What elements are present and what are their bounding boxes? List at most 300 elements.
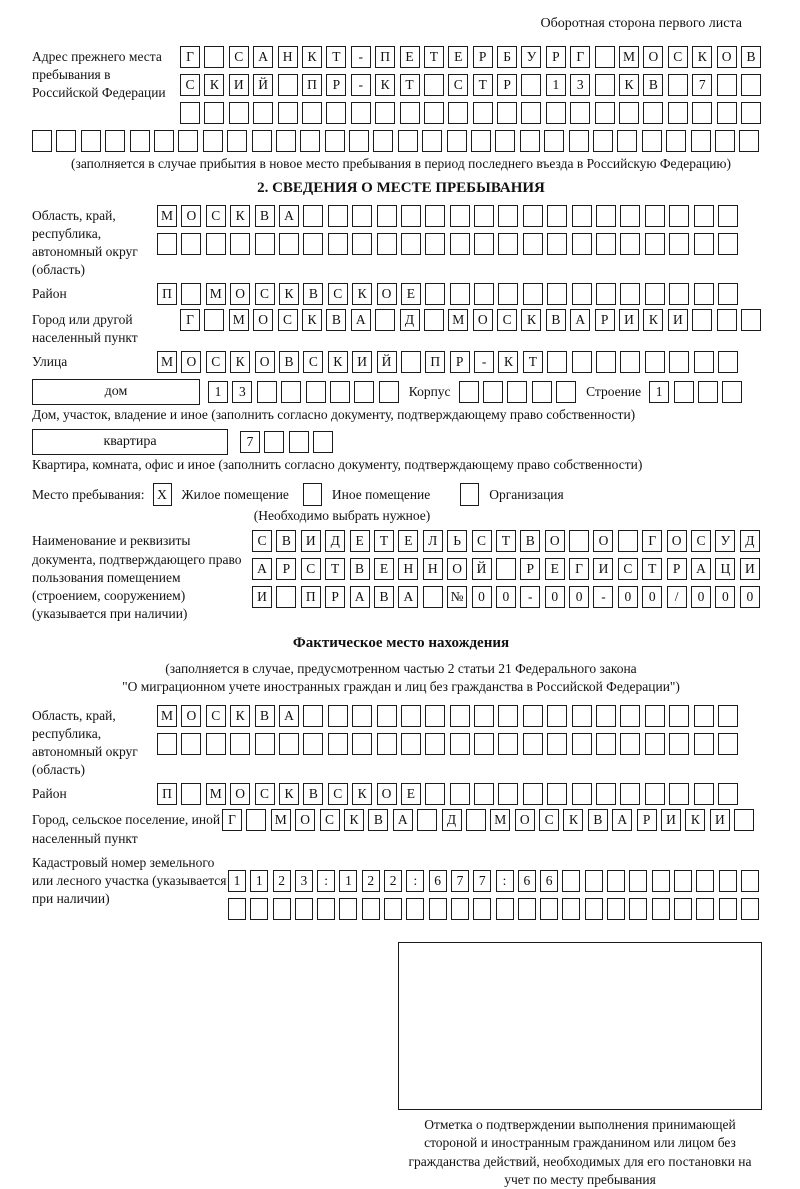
char-box[interactable]: Е <box>448 46 468 68</box>
char-box[interactable] <box>317 898 335 920</box>
char-box[interactable] <box>206 733 226 755</box>
char-box[interactable] <box>698 381 718 403</box>
char-box[interactable]: М <box>206 283 226 305</box>
char-box[interactable]: Е <box>374 558 394 580</box>
char-box[interactable] <box>498 283 518 305</box>
char-box[interactable] <box>645 733 665 755</box>
char-box[interactable] <box>532 381 552 403</box>
char-box[interactable] <box>498 205 518 227</box>
char-box[interactable] <box>620 351 640 373</box>
char-box[interactable] <box>692 102 712 124</box>
char-box[interactable]: Й <box>253 74 273 96</box>
char-box[interactable] <box>206 233 226 255</box>
char-box[interactable]: К <box>685 809 705 831</box>
char-box[interactable] <box>620 205 640 227</box>
char-box[interactable]: В <box>643 74 663 96</box>
char-box[interactable] <box>474 783 494 805</box>
char-box[interactable] <box>474 233 494 255</box>
char-box[interactable]: - <box>474 351 494 373</box>
char-box[interactable] <box>569 130 589 152</box>
char-box[interactable] <box>303 733 323 755</box>
char-box[interactable]: С <box>278 309 298 331</box>
char-box[interactable]: К <box>563 809 583 831</box>
char-box[interactable]: 3 <box>295 870 313 892</box>
char-box[interactable] <box>696 898 714 920</box>
char-box[interactable] <box>596 705 616 727</box>
char-box[interactable] <box>384 898 402 920</box>
char-box[interactable] <box>562 870 580 892</box>
char-box[interactable] <box>674 381 694 403</box>
char-box[interactable] <box>544 130 564 152</box>
char-box[interactable] <box>596 783 616 805</box>
char-box[interactable] <box>352 733 372 755</box>
char-box[interactable] <box>739 130 759 152</box>
char-box[interactable]: 0 <box>642 586 662 608</box>
char-box[interactable] <box>518 898 536 920</box>
char-box[interactable]: 0 <box>691 586 711 608</box>
char-box[interactable] <box>669 205 689 227</box>
char-box[interactable]: Р <box>520 558 540 580</box>
char-box[interactable] <box>303 705 323 727</box>
char-box[interactable] <box>593 130 613 152</box>
char-box[interactable]: И <box>619 309 639 331</box>
char-box[interactable] <box>666 130 686 152</box>
char-box[interactable] <box>273 898 291 920</box>
char-box[interactable] <box>547 783 567 805</box>
char-box[interactable]: Т <box>400 74 420 96</box>
char-box[interactable] <box>569 530 589 552</box>
char-box[interactable]: А <box>252 558 272 580</box>
char-box[interactable]: А <box>398 586 418 608</box>
char-box[interactable]: О <box>253 309 273 331</box>
char-box[interactable] <box>717 102 737 124</box>
char-box[interactable]: Й <box>377 351 397 373</box>
char-box[interactable] <box>521 74 541 96</box>
char-box[interactable]: К <box>302 46 322 68</box>
char-box[interactable]: 1 <box>250 870 268 892</box>
char-box[interactable]: Г <box>180 309 200 331</box>
char-box[interactable] <box>741 102 761 124</box>
char-box[interactable] <box>250 898 268 920</box>
char-box[interactable]: Н <box>398 558 418 580</box>
char-box[interactable]: В <box>741 46 761 68</box>
char-box[interactable]: Ь <box>447 530 467 552</box>
char-box[interactable]: Т <box>374 530 394 552</box>
char-box[interactable] <box>694 705 714 727</box>
char-box[interactable]: Б <box>497 46 517 68</box>
char-box[interactable]: Т <box>496 530 516 552</box>
char-box[interactable] <box>303 233 323 255</box>
char-box[interactable]: И <box>352 351 372 373</box>
char-box[interactable] <box>607 870 625 892</box>
char-box[interactable]: С <box>301 558 321 580</box>
char-box[interactable] <box>354 381 374 403</box>
char-box[interactable] <box>289 431 309 453</box>
char-box[interactable] <box>379 381 399 403</box>
char-box[interactable]: К <box>498 351 518 373</box>
char-box[interactable]: Р <box>637 809 657 831</box>
char-box[interactable] <box>596 205 616 227</box>
char-box[interactable] <box>471 130 491 152</box>
char-box[interactable]: О <box>447 558 467 580</box>
char-box[interactable] <box>328 233 348 255</box>
char-box[interactable] <box>498 705 518 727</box>
char-box[interactable]: Й <box>472 558 492 580</box>
char-box[interactable]: В <box>255 205 275 227</box>
char-box[interactable]: О <box>545 530 565 552</box>
char-box[interactable]: П <box>302 74 322 96</box>
char-box[interactable] <box>620 733 640 755</box>
char-box[interactable] <box>325 130 345 152</box>
apartment-box[interactable]: квартира <box>32 429 228 455</box>
char-box[interactable]: О <box>181 205 201 227</box>
char-box[interactable]: 1 <box>546 74 566 96</box>
char-box[interactable] <box>547 233 567 255</box>
char-box[interactable] <box>328 205 348 227</box>
char-box[interactable] <box>718 783 738 805</box>
char-box[interactable]: Д <box>400 309 420 331</box>
char-box[interactable] <box>230 233 250 255</box>
char-box[interactable]: М <box>490 809 510 831</box>
char-box[interactable]: В <box>368 809 388 831</box>
char-box[interactable] <box>424 74 444 96</box>
char-box[interactable] <box>424 309 444 331</box>
char-box[interactable] <box>643 102 663 124</box>
char-box[interactable] <box>717 74 737 96</box>
char-box[interactable] <box>523 733 543 755</box>
char-box[interactable]: А <box>279 205 299 227</box>
char-box[interactable] <box>642 130 662 152</box>
char-box[interactable] <box>377 705 397 727</box>
char-box[interactable] <box>507 381 527 403</box>
char-box[interactable] <box>230 733 250 755</box>
char-box[interactable]: В <box>326 309 346 331</box>
char-box[interactable] <box>572 783 592 805</box>
char-box[interactable]: С <box>252 530 272 552</box>
char-box[interactable] <box>645 705 665 727</box>
char-box[interactable] <box>523 205 543 227</box>
char-box[interactable]: 1 <box>208 381 228 403</box>
char-box[interactable]: В <box>303 283 323 305</box>
char-box[interactable]: И <box>668 309 688 331</box>
char-box[interactable]: 2 <box>384 870 402 892</box>
char-box[interactable]: Д <box>740 530 760 552</box>
char-box[interactable] <box>674 870 692 892</box>
char-box[interactable] <box>425 705 445 727</box>
char-box[interactable] <box>572 351 592 373</box>
char-box[interactable] <box>741 74 761 96</box>
char-box[interactable]: Н <box>423 558 443 580</box>
checkbox-zhiloe[interactable]: X <box>153 483 172 506</box>
char-box[interactable]: С <box>539 809 559 831</box>
char-box[interactable] <box>496 898 514 920</box>
char-box[interactable]: О <box>667 530 687 552</box>
char-box[interactable]: 1 <box>649 381 669 403</box>
char-box[interactable]: 1 <box>228 870 246 892</box>
char-box[interactable] <box>718 233 738 255</box>
char-box[interactable] <box>572 705 592 727</box>
char-box[interactable] <box>377 733 397 755</box>
char-box[interactable]: Г <box>222 809 242 831</box>
char-box[interactable]: П <box>301 586 321 608</box>
char-box[interactable]: Л <box>423 530 443 552</box>
char-box[interactable] <box>450 783 470 805</box>
char-box[interactable] <box>473 102 493 124</box>
char-box[interactable] <box>668 74 688 96</box>
char-box[interactable]: - <box>351 74 371 96</box>
char-box[interactable] <box>295 898 313 920</box>
char-box[interactable] <box>203 130 223 152</box>
char-box[interactable]: 0 <box>569 586 589 608</box>
char-box[interactable] <box>669 351 689 373</box>
char-box[interactable]: 7 <box>240 431 260 453</box>
char-box[interactable]: К <box>619 74 639 96</box>
char-box[interactable] <box>330 381 350 403</box>
char-box[interactable]: Т <box>424 46 444 68</box>
char-box[interactable]: С <box>448 74 468 96</box>
char-box[interactable] <box>278 74 298 96</box>
char-box[interactable] <box>669 283 689 305</box>
char-box[interactable] <box>154 130 174 152</box>
char-box[interactable]: О <box>181 705 201 727</box>
char-box[interactable] <box>204 102 224 124</box>
char-box[interactable] <box>473 898 491 920</box>
char-box[interactable]: О <box>515 809 535 831</box>
char-box[interactable]: А <box>570 309 590 331</box>
char-box[interactable]: К <box>352 783 372 805</box>
char-box[interactable] <box>669 733 689 755</box>
char-box[interactable]: Т <box>523 351 543 373</box>
char-box[interactable]: В <box>276 530 296 552</box>
char-box[interactable] <box>373 130 393 152</box>
char-box[interactable] <box>281 381 301 403</box>
char-box[interactable] <box>556 381 576 403</box>
char-box[interactable] <box>694 351 714 373</box>
char-box[interactable] <box>450 205 470 227</box>
char-box[interactable]: 2 <box>362 870 380 892</box>
char-box[interactable] <box>279 233 299 255</box>
char-box[interactable] <box>474 283 494 305</box>
char-box[interactable]: О <box>377 783 397 805</box>
char-box[interactable] <box>474 705 494 727</box>
char-box[interactable]: Е <box>401 783 421 805</box>
char-box[interactable]: : <box>317 870 335 892</box>
char-box[interactable] <box>719 898 737 920</box>
char-box[interactable] <box>498 783 518 805</box>
char-box[interactable]: 7 <box>473 870 491 892</box>
char-box[interactable]: О <box>230 783 250 805</box>
checkbox-inoe[interactable] <box>303 483 322 506</box>
char-box[interactable] <box>718 205 738 227</box>
char-box[interactable]: Г <box>642 530 662 552</box>
char-box[interactable]: Р <box>473 46 493 68</box>
char-box[interactable] <box>157 233 177 255</box>
char-box[interactable]: О <box>255 351 275 373</box>
char-box[interactable] <box>306 381 326 403</box>
char-box[interactable] <box>349 130 369 152</box>
char-box[interactable]: О <box>295 809 315 831</box>
char-box[interactable] <box>425 283 445 305</box>
char-box[interactable]: М <box>619 46 639 68</box>
char-box[interactable]: Д <box>442 809 462 831</box>
char-box[interactable]: К <box>302 309 322 331</box>
char-box[interactable] <box>81 130 101 152</box>
char-box[interactable]: П <box>375 46 395 68</box>
char-box[interactable] <box>278 102 298 124</box>
char-box[interactable]: О <box>230 283 250 305</box>
char-box[interactable]: Р <box>326 74 346 96</box>
char-box[interactable]: Т <box>473 74 493 96</box>
char-box[interactable] <box>547 283 567 305</box>
char-box[interactable] <box>523 283 543 305</box>
char-box[interactable] <box>450 705 470 727</box>
char-box[interactable] <box>303 205 323 227</box>
char-box[interactable]: С <box>328 283 348 305</box>
house-box[interactable]: дом <box>32 379 200 405</box>
char-box[interactable] <box>585 870 603 892</box>
char-box[interactable]: И <box>661 809 681 831</box>
char-box[interactable] <box>674 898 692 920</box>
char-box[interactable]: П <box>157 783 177 805</box>
char-box[interactable]: С <box>206 705 226 727</box>
char-box[interactable]: А <box>253 46 273 68</box>
char-box[interactable] <box>620 705 640 727</box>
char-box[interactable] <box>585 898 603 920</box>
char-box[interactable]: С <box>328 783 348 805</box>
char-box[interactable] <box>618 530 638 552</box>
char-box[interactable]: Т <box>642 558 662 580</box>
char-box[interactable] <box>228 898 246 920</box>
char-box[interactable] <box>629 898 647 920</box>
char-box[interactable] <box>645 233 665 255</box>
char-box[interactable] <box>668 102 688 124</box>
char-box[interactable]: Н <box>278 46 298 68</box>
char-box[interactable] <box>498 733 518 755</box>
char-box[interactable]: О <box>181 351 201 373</box>
char-box[interactable] <box>279 733 299 755</box>
char-box[interactable]: 7 <box>451 870 469 892</box>
char-box[interactable]: № <box>447 586 467 608</box>
char-box[interactable] <box>375 309 395 331</box>
char-box[interactable] <box>572 233 592 255</box>
char-box[interactable]: С <box>303 351 323 373</box>
char-box[interactable] <box>466 809 486 831</box>
char-box[interactable]: Г <box>570 46 590 68</box>
char-box[interactable]: Р <box>325 586 345 608</box>
char-box[interactable]: 3 <box>232 381 252 403</box>
char-box[interactable] <box>495 130 515 152</box>
char-box[interactable] <box>178 130 198 152</box>
char-box[interactable] <box>692 309 712 331</box>
char-box[interactable] <box>422 130 442 152</box>
char-box[interactable] <box>401 351 421 373</box>
char-box[interactable] <box>377 205 397 227</box>
char-box[interactable] <box>562 898 580 920</box>
char-box[interactable] <box>425 205 445 227</box>
char-box[interactable] <box>620 783 640 805</box>
char-box[interactable] <box>130 130 150 152</box>
char-box[interactable]: 0 <box>618 586 638 608</box>
char-box[interactable]: Е <box>350 530 370 552</box>
char-box[interactable] <box>339 898 357 920</box>
char-box[interactable]: К <box>230 351 250 373</box>
char-box[interactable] <box>423 586 443 608</box>
char-box[interactable]: А <box>279 705 299 727</box>
char-box[interactable]: К <box>375 74 395 96</box>
char-box[interactable] <box>180 102 200 124</box>
char-box[interactable] <box>741 898 759 920</box>
char-box[interactable]: С <box>320 809 340 831</box>
char-box[interactable] <box>719 870 737 892</box>
char-box[interactable] <box>253 102 273 124</box>
char-box[interactable]: В <box>279 351 299 373</box>
char-box[interactable]: Г <box>569 558 589 580</box>
char-box[interactable] <box>722 381 742 403</box>
char-box[interactable] <box>328 705 348 727</box>
char-box[interactable]: О <box>473 309 493 331</box>
char-box[interactable]: 7 <box>692 74 712 96</box>
char-box[interactable] <box>645 283 665 305</box>
char-box[interactable]: В <box>520 530 540 552</box>
char-box[interactable] <box>474 205 494 227</box>
char-box[interactable] <box>694 233 714 255</box>
char-box[interactable]: О <box>377 283 397 305</box>
char-box[interactable]: П <box>157 283 177 305</box>
char-box[interactable]: У <box>521 46 541 68</box>
char-box[interactable] <box>595 46 615 68</box>
char-box[interactable]: К <box>692 46 712 68</box>
char-box[interactable]: 0 <box>715 586 735 608</box>
char-box[interactable] <box>596 233 616 255</box>
char-box[interactable]: 3 <box>570 74 590 96</box>
char-box[interactable] <box>204 309 224 331</box>
char-box[interactable]: В <box>546 309 566 331</box>
char-box[interactable] <box>375 102 395 124</box>
char-box[interactable] <box>691 130 711 152</box>
char-box[interactable]: К <box>230 205 250 227</box>
char-box[interactable]: М <box>271 809 291 831</box>
char-box[interactable]: М <box>448 309 468 331</box>
char-box[interactable]: Е <box>400 46 420 68</box>
char-box[interactable] <box>227 130 247 152</box>
char-box[interactable]: М <box>157 351 177 373</box>
char-box[interactable]: Р <box>276 558 296 580</box>
char-box[interactable] <box>497 102 517 124</box>
char-box[interactable] <box>56 130 76 152</box>
char-box[interactable] <box>645 351 665 373</box>
char-box[interactable]: : <box>496 870 514 892</box>
char-box[interactable] <box>32 130 52 152</box>
char-box[interactable] <box>425 783 445 805</box>
char-box[interactable] <box>715 130 735 152</box>
char-box[interactable] <box>669 783 689 805</box>
char-box[interactable] <box>450 233 470 255</box>
char-box[interactable] <box>352 705 372 727</box>
char-box[interactable]: С <box>668 46 688 68</box>
char-box[interactable] <box>547 733 567 755</box>
char-box[interactable]: Т <box>325 558 345 580</box>
char-box[interactable]: К <box>643 309 663 331</box>
char-box[interactable]: С <box>229 46 249 68</box>
char-box[interactable]: 0 <box>496 586 516 608</box>
char-box[interactable]: А <box>351 309 371 331</box>
char-box[interactable] <box>523 233 543 255</box>
char-box[interactable]: Ц <box>715 558 735 580</box>
char-box[interactable] <box>252 130 272 152</box>
char-box[interactable]: С <box>618 558 638 580</box>
char-box[interactable]: А <box>350 586 370 608</box>
char-box[interactable]: К <box>344 809 364 831</box>
